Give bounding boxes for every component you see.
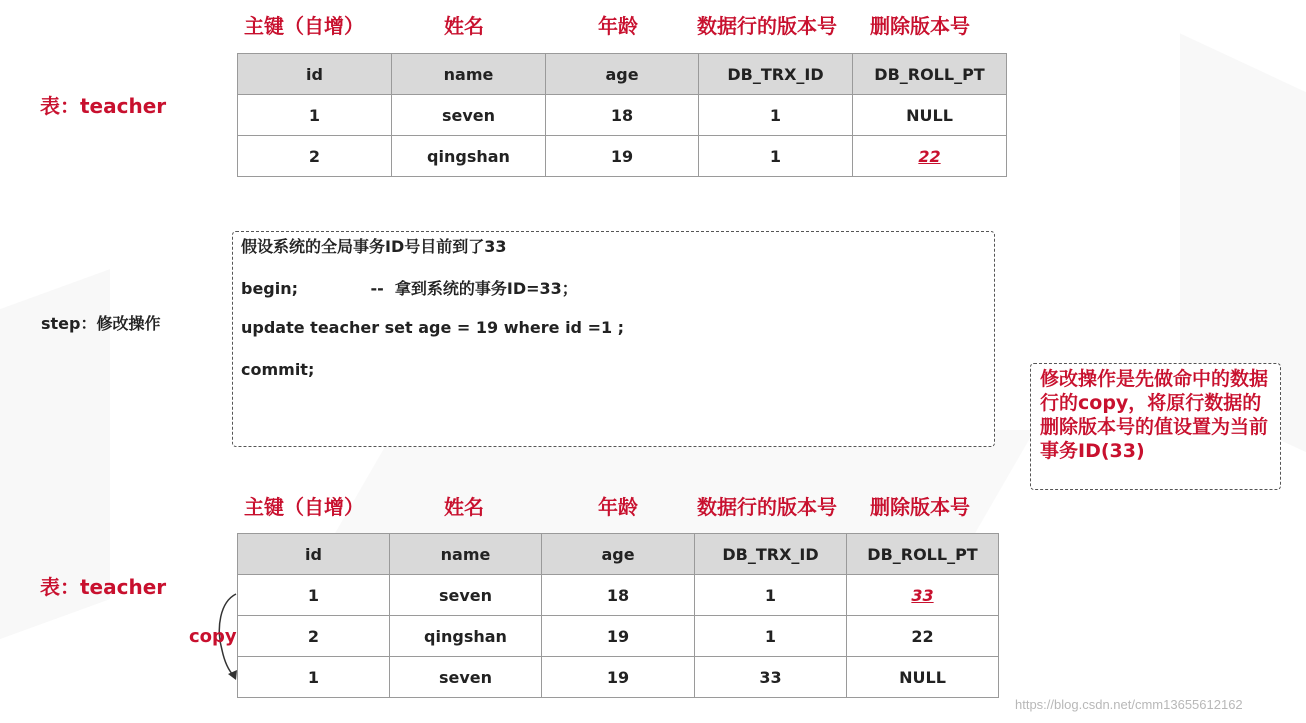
cell: qingshan [392,136,546,177]
heading-name: 姓名 [444,495,484,519]
cell: 1 [695,616,847,657]
cell: NULL [853,95,1007,136]
cell: 2 [238,136,392,177]
table-row [238,616,999,657]
heading-row-version: 数据行的版本号 [697,495,837,519]
cell: qingshan [390,616,542,657]
col-name: name [390,534,542,575]
cell: 1 [699,136,853,177]
col-db-roll-pt: DB_ROLL_PT [853,54,1007,95]
table1-label: 表：teacher [40,94,167,118]
step-label: step：修改操作 [41,314,161,333]
table-teacher-after [237,533,999,698]
col-id: id [238,534,390,575]
heading-age: 年龄 [598,14,638,38]
cell: 33 [695,657,847,698]
col-db-trx-id: DB_TRX_ID [695,534,847,575]
watermark: https://blog.csdn.net/cmm13655612162 [1015,697,1243,712]
heading-row-version: 数据行的版本号 [697,14,837,38]
table-header-row [238,54,1007,95]
explanation-note: 修改操作是先做命中的数据行的copy，将原行数据的删除版本号的值设置为当前事务ID(33) [1030,363,1281,490]
code-line-1: 假设系统的全局事务ID号目前到了33 [241,237,507,256]
cell: 1 [699,95,853,136]
cell: 1 [238,575,390,616]
cell: 2 [238,616,390,657]
heading-delete-version: 删除版本号 [870,14,970,38]
cell: 19 [546,136,699,177]
col-age: age [542,534,695,575]
code-line-4: commit; [241,360,315,379]
cell: NULL [847,657,999,698]
cell: 1 [238,95,392,136]
heading-delete-version: 删除版本号 [870,495,970,519]
table-row [238,657,999,698]
background-shape-center [325,430,1034,550]
cell: seven [390,657,542,698]
cell: 18 [546,95,699,136]
col-db-trx-id: DB_TRX_ID [699,54,853,95]
sql-code-box [232,231,995,447]
col-id: id [238,54,392,95]
cell-delete-version-marked: 33 [847,575,999,616]
col-name: name [392,54,546,95]
table-row [238,575,999,616]
code-line-2: begin; -- 拿到系统的事务ID=33； [241,279,578,298]
cell: 19 [542,657,695,698]
table-row [238,95,1007,136]
cell: 1 [695,575,847,616]
cell: seven [392,95,546,136]
table2-label: 表：teacher [40,575,167,599]
cell: 19 [542,616,695,657]
heading-name: 姓名 [444,14,484,38]
table-header-row [238,534,999,575]
cell-delete-version-marked: 22 [853,136,1007,177]
col-db-roll-pt: DB_ROLL_PT [847,534,999,575]
heading-primary-key: 主键（自增） [244,14,364,38]
copy-label: copy [189,626,237,647]
cell: 18 [542,575,695,616]
table-row [238,136,1007,177]
cell: 22 [847,616,999,657]
cell: 1 [238,657,390,698]
table-teacher-before [237,53,1007,177]
cell: seven [390,575,542,616]
heading-primary-key: 主键（自增） [244,495,364,519]
code-line-3: update teacher set age = 19 where id =1 ; [241,318,625,337]
col-age: age [546,54,699,95]
heading-age: 年龄 [598,495,638,519]
